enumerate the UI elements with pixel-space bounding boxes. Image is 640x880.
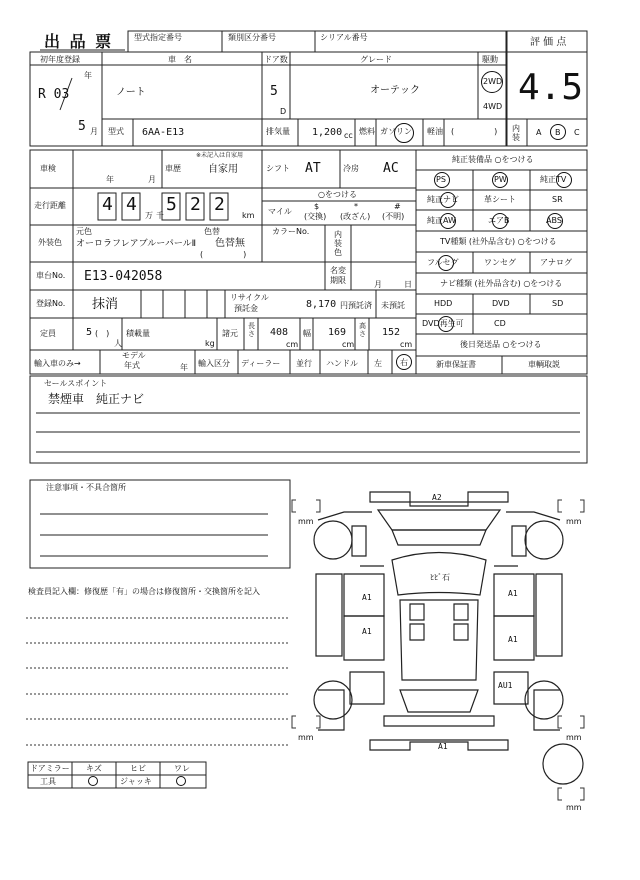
model-year-label-1: モデル <box>122 351 146 360</box>
load-kg: kg <box>205 339 215 348</box>
navi-dvdplay-circle <box>438 316 454 332</box>
chassis-value: E13-042058 <box>84 269 163 284</box>
recycle-label-1: リサイクル <box>230 293 269 302</box>
handle-left: 左 <box>374 359 382 368</box>
shaken-year: 年 <box>106 175 114 184</box>
mileage-d4: 2 <box>190 194 201 215</box>
mileage-dollar: $ <box>314 202 320 211</box>
equip-sr: SR <box>552 195 563 204</box>
interior-b: B <box>555 128 561 137</box>
mm-spare: mm <box>566 803 582 812</box>
mileage-d5: 2 <box>214 194 225 215</box>
car-diagram <box>314 492 583 784</box>
serial-label: シリアル番号 <box>320 33 368 42</box>
rating-value: 4.5 <box>518 67 584 108</box>
shaken-label: 車検 <box>40 164 56 173</box>
history-note: ※未記入は自家用 <box>196 152 244 159</box>
mileage-label: 走行距離 <box>34 201 66 210</box>
first-reg-label: 初年度登録 <box>40 55 80 64</box>
navi-cd: CD <box>494 319 506 328</box>
later-manual: 車輌取説 <box>528 360 560 369</box>
displacement-label: 排気量 <box>266 127 290 136</box>
legend-break: ワレ <box>174 764 190 773</box>
equip-abs: ABS <box>546 216 562 225</box>
drive-2wd: 2WD <box>483 77 503 86</box>
name-change-month: 月 <box>374 280 382 289</box>
recycle-status: 円預託済 <box>340 301 372 310</box>
navi-hdd: HDD <box>434 299 453 308</box>
shift-value: AT <box>305 161 321 176</box>
model-year-unit: 年 <box>180 363 188 372</box>
recycle-label-2: 預託金 <box>234 304 258 313</box>
mark-door-rr: A1 <box>508 635 518 644</box>
equip-tv: 純正TV <box>540 175 567 184</box>
mileage-d1: 4 <box>102 194 113 215</box>
color-label: 外装色 <box>38 238 62 247</box>
fuel-gasoline: ガソリン <box>380 127 412 136</box>
model-year-label-2: 年式 <box>124 361 140 370</box>
color-change-label: 色替 <box>204 227 220 236</box>
chassis-label: 車台No. <box>36 271 66 280</box>
mileage-sen: 千 <box>156 211 164 220</box>
era-year: R 03 <box>38 87 70 102</box>
mark-quarter-r: AU1 <box>498 681 513 690</box>
equip-navi-circle <box>440 192 456 208</box>
ac-value: AC <box>383 161 399 176</box>
registration-label: 登録No. <box>36 299 66 308</box>
import-parallel: 並行 <box>296 359 312 368</box>
fuel-label: 燃料 <box>359 127 375 136</box>
fuel-paren: ( ) <box>451 127 498 136</box>
sales-value: 禁煙車 純正ナビ <box>48 392 145 406</box>
handle-label: ハンドル <box>326 359 358 368</box>
model-label: 型式 <box>108 127 124 136</box>
mm-fr: mm <box>566 517 582 526</box>
equip-navi: 純正ナビ <box>427 195 459 204</box>
model-value: 6AA-E13 <box>142 127 185 138</box>
import-dealer: ディーラー <box>241 359 281 368</box>
interior-color-label: 内装色 <box>334 230 342 257</box>
equip-airbag-circle <box>492 213 508 229</box>
year-unit: 年 <box>84 71 92 80</box>
legend-jack: ジャッキ <box>120 777 152 786</box>
name-change-label: 名変期限 <box>330 266 346 285</box>
grade-value: オーテック <box>370 85 420 96</box>
dims-label: 諸元 <box>222 329 238 338</box>
door-type: D <box>280 107 287 116</box>
tv-fullseg-circle <box>438 255 454 271</box>
ac-label: 冷房 <box>343 164 359 173</box>
mark-door-fl: A1 <box>362 593 372 602</box>
displacement-value: 1,200 <box>312 127 343 138</box>
equipment-title: 純正装備品 ○をつける <box>452 155 534 164</box>
mark-bumper-rear: A1 <box>438 742 448 751</box>
import-label: 輸入車のみ→ <box>34 359 81 368</box>
original-color-value: オーロラフレアブルーパールⅡ <box>76 239 197 249</box>
cc-unit: cc <box>344 131 353 140</box>
later-warranty: 新車保証書 <box>436 360 476 369</box>
tv-title: TV種類 (社外品含む) ○をつける <box>440 237 557 246</box>
mark-bumper-front: A2 <box>432 493 442 502</box>
equip-pw-circle <box>492 172 508 188</box>
tv-analog: アナログ <box>540 258 572 267</box>
model-cert-label: 型式指定番号 <box>134 33 182 42</box>
original-color-label: 元色 <box>76 227 92 236</box>
form-title: 出 品 票 <box>44 32 114 51</box>
equip-tv-circle <box>556 172 572 188</box>
door-count: 5 <box>270 84 278 99</box>
drive-4wd: 4WD <box>483 102 503 111</box>
mileage-swap: (交換) <box>304 212 327 221</box>
inspector-label: 検査員記入欄：修復歴「有」の場合は修復箇所・交換箇所を記入 <box>28 587 260 596</box>
mark-door-rl: A1 <box>362 627 372 636</box>
interior-c: C <box>574 128 580 137</box>
later-title: 後日発送品 ○をつける <box>460 340 542 349</box>
rating-label: 評 価 点 <box>530 37 567 48</box>
shift-label: シフト <box>266 164 290 173</box>
door-label: ドア数 <box>264 55 288 64</box>
grade-label: グレード <box>360 55 392 64</box>
legend-crack: ヒビ <box>130 764 146 773</box>
legend-mirror: ドアミラー <box>30 764 70 773</box>
import-category-label: 輸入区分 <box>198 359 230 368</box>
mileage-tamper: (改ざん) <box>340 212 371 221</box>
interior-a: A <box>536 128 542 137</box>
capacity-label: 定員 <box>40 329 56 338</box>
shaken-month: 月 <box>148 175 156 184</box>
capacity-value: 5 <box>86 327 93 338</box>
color-no-label: カラーNo. <box>272 227 310 236</box>
month-value: 5 <box>78 119 86 134</box>
recycle-unpaid: 未預託 <box>381 301 405 310</box>
tv-fullseg: フルセグ <box>427 258 459 267</box>
mm-rr: mm <box>566 733 582 742</box>
history-label: 車歴 <box>165 164 181 173</box>
month-unit: 月 <box>90 127 98 136</box>
mark-door-fr: A1 <box>508 589 518 598</box>
mm-rl: mm <box>298 733 314 742</box>
equip-ps-circle <box>434 172 450 188</box>
legend-scratch: キズ <box>86 764 102 773</box>
interior-label: 内装 <box>512 124 520 142</box>
mileage-man: 万 <box>145 211 153 220</box>
len-label: 長さ <box>248 322 255 338</box>
name-change-day: 日 <box>404 280 412 289</box>
legend-tools: 工具 <box>40 777 56 786</box>
car-name: ノート <box>116 87 146 98</box>
legend-jack-circle <box>176 776 186 786</box>
wid-label: 幅 <box>303 329 311 338</box>
handle-right: 右 <box>400 358 408 367</box>
color-change-value: 色替無 <box>215 238 245 249</box>
mileage-d3: 5 <box>166 194 177 215</box>
capacity-paren: ( ) <box>95 329 110 338</box>
recycle-value: 8,170 <box>306 299 337 310</box>
navi-dvd: DVD <box>492 299 510 308</box>
fuel-diesel: 軽油 <box>427 127 443 136</box>
mileage-star: * <box>354 202 358 211</box>
equip-abs-circle <box>547 213 563 229</box>
equip-ps: PS <box>436 175 446 184</box>
navi-sd: SD <box>552 299 564 308</box>
equip-airbag: エアB <box>488 216 510 225</box>
mileage-hash: # <box>394 202 401 211</box>
len-cm: cm <box>286 340 299 349</box>
equip-leather: 革シート <box>484 195 516 204</box>
len-value: 408 <box>270 327 289 338</box>
tv-oneseg: ワンセグ <box>484 258 516 267</box>
equip-aw-circle <box>440 213 456 229</box>
mileage-unknown: (不明) <box>382 212 405 221</box>
color-paren: ( ) <box>200 250 247 259</box>
mileage-circle-note: ○をつける <box>318 190 357 199</box>
equip-aw: 純正AW <box>427 216 456 225</box>
wid-value: 169 <box>328 327 347 338</box>
hgt-label: 高さ <box>359 322 366 338</box>
wid-cm: cm <box>342 340 355 349</box>
navi-title: ナビ種類 (社外品含む) ○をつける <box>440 279 563 288</box>
mileage-km: km <box>242 211 255 220</box>
load-label: 積載量 <box>126 329 150 338</box>
category-label: 類別区分番号 <box>228 33 276 42</box>
notes-label: 注意事項・不具合箇所 <box>46 483 126 492</box>
hgt-cm: cm <box>400 340 413 349</box>
mileage-d2: 4 <box>126 194 137 215</box>
equip-pw: PW <box>494 175 507 184</box>
sales-label: セールスポイント <box>44 379 108 388</box>
mark-windshield: ﾋﾋﾞ石 <box>430 573 450 582</box>
mm-fl: mm <box>298 517 314 526</box>
registration-value: 抹消 <box>92 297 119 312</box>
drive-label: 駆動 <box>482 55 498 64</box>
navi-dvdplay: DVD再生可 <box>422 319 464 328</box>
legend-tools-circle <box>88 776 98 786</box>
capacity-unit: 人 <box>114 339 122 348</box>
hgt-value: 152 <box>382 327 401 338</box>
history-value: 自家用 <box>208 164 238 175</box>
car-name-label: 車 名 <box>168 55 192 64</box>
mileage-mile: マイル <box>268 207 292 216</box>
